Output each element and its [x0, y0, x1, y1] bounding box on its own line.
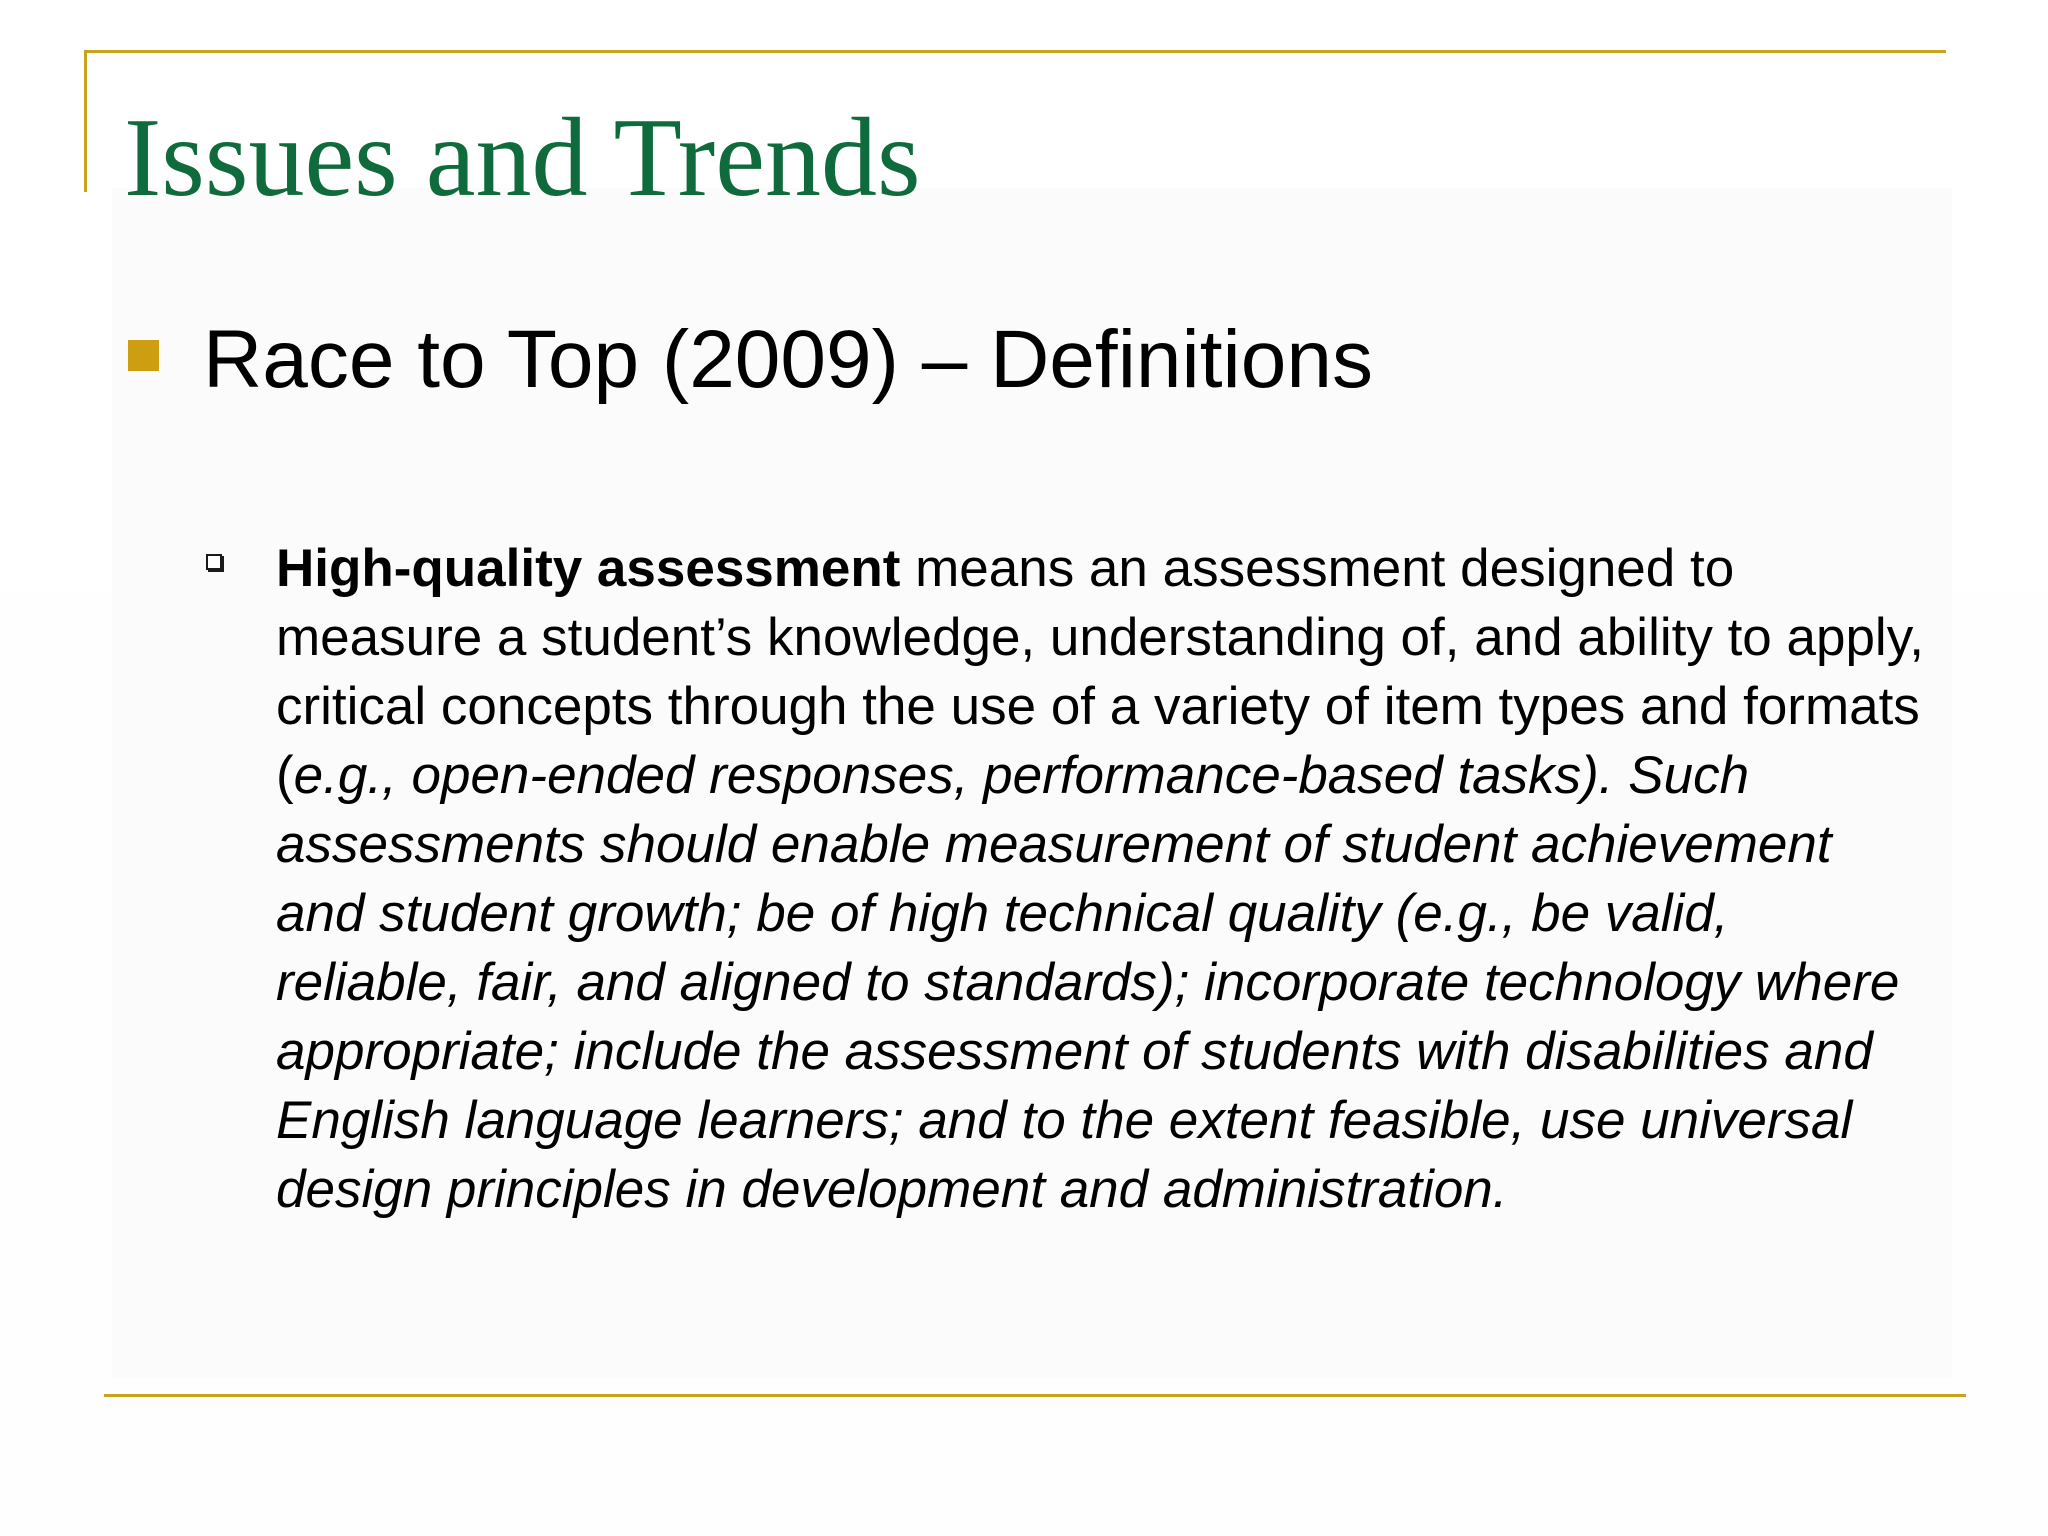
- definition-term: High-quality assessment: [276, 539, 901, 598]
- left-divider: [84, 50, 87, 192]
- top-divider: [84, 50, 1946, 53]
- bullet-heading: Race to Top (2009) – Definitions: [203, 314, 1373, 405]
- hollow-square-bullet-icon: [206, 554, 222, 570]
- square-bullet-icon: [128, 340, 159, 371]
- definition-text: means an assessment designed to measure a student’s knowledge, understanding of, and ability to apply, critical concepts through the use of a variety of item types and formats (: [276, 539, 1924, 805]
- bottom-divider: [104, 1394, 1966, 1397]
- definition-italic-text: e.g., open-ended responses, performance-based tasks). Such assessments should enable measurement of student achievement and student growth; be of high technical quality (e.g., be valid, reliable, fair, and aligned to standards); incorporate technology where appropriate; include the assessment of students with disabilities and English language learners; and to the extent feasible, use universal design principles in development and administration.: [276, 746, 1900, 1219]
- definition-paragraph: [276, 534, 1926, 1224]
- slide-title: Issues and Trends: [124, 96, 921, 220]
